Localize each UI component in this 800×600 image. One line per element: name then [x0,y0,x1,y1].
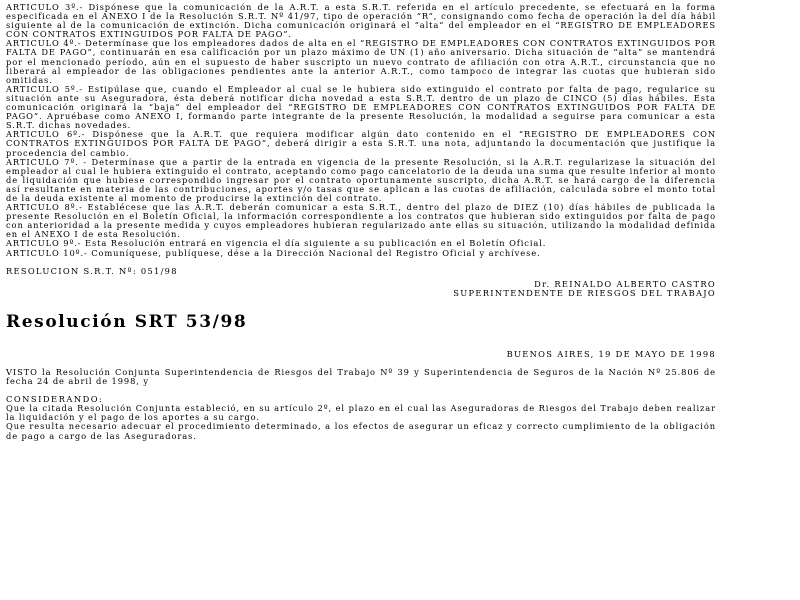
article-7: ARTICULO 7º. - Determínase que a partir de la entrada en vigencia de la presente Resolución, si la A.R.T. regularizase la situación del empleador al cual le hubiera extinguido el contrato, aceptando como pago cancelatorio de la deuda una suma que resulte inferior al monto de liquidación que hubiese correspondido ingresar por el contrato oportunamente suscripto, dicha A.R.T. se hará cargo de la diferencia así resultante en materia de las contribuciones, aportes y/o tasas que se aplican a las cuotas de afiliación, calculada sobre el monto total de la deuda existente al momento de producirse la extinción del contrato. [6,156,716,203]
article-8: ARTICULO 8º.- Establécese que las A.R.T. deberán comunicar a esta S.R.T., dentro del plazo de DIEZ (10) días hábiles de publicada la presente Resolución en el Boletín Oficial, la información correspondiente a los contratos que hubieran sido extinguidos por falta de pago con anterioridad a la presente medida y cuyos empleadores hubieran regularizado ante ellas su situación, utilizando la modalidad definida en el ANEXO I de esta Resolución. [6,202,716,240]
visto-paragraph: VISTO la Resolución Conjunta Superintendencia de Riesgos del Trabajo Nº 39 y Superintendencia de Seguros de la Nación Nº 25.806 de fecha 24 de abril de 1998, y [6,367,716,387]
resolution-reference: RESOLUCION S.R.T. Nº: 051/98 [6,265,178,276]
signature-name: Dr. REINALDO ALBERTO CASTRO [534,278,716,289]
article-10: ARTICULO 10º.- Comuníquese, publíquese, dése a la Dirección Nacional del Registro Oficial y archívese. [6,247,541,258]
date-line: BUENOS AIRES, 19 DE MAYO DE 1998 [506,348,716,359]
signature-title: SUPERINTENDENTE DE RIESGOS DEL TRABAJO [453,287,716,298]
article-6: ARTICULO 6º.- Dispónese que la A.R.T. que requiera modificar algún dato contenido en el “REGISTRO DE EMPLEADORES CON CONTRATOS EXTINGUIDOS POR FALTA DE PAGO”, deberá dirigir a esta S.R.T. una nota, adjuntando la documentación que justifique la procedencia del cambio. [6,129,716,158]
document-title: Resolución SRT 53/98 [6,311,248,332]
article-5: ARTICULO 5º.- Estipúlase que, cuando el Empleador al cual se le hubiera sido extinguido el contrato por falta de pago, regularice su situación ante su Aseguradora, ésta deberá notificar dicha novedad a esta S.R.T. dentro de un plazo de CINCO (5) días hábiles. Esta comunicación originará la “baja” del empleador del “REGISTRO DE EMPLEADORES CON CONTRATOS EXTINGUIDOS POR FALTA DE PAGO”. Apruébase como ANEXO I, formando parte integrante de la presente Resolución, la modalidad a seguirse para comunicar a esta S.R.T. dichas novedades. [6,83,716,131]
article-9: ARTICULO 9º.- Esta Resolución entrará en vigencia el día siguiente a su publicación en el Boletín Oficial. [6,238,547,249]
considerando-heading: CONSIDERANDO: [6,394,104,405]
document-page [6,3,716,441]
spacer [6,386,716,395]
article-3: ARTICULO 3º.- Dispónese que la comunicación de la A.R.T. a esta S.R.T. referida en el artículo precedente, se efectuará en la forma especificada en el ANEXO I de la Resolución S.R.T. Nº 41/97, tipo de operación “R”, consignando como fecha de operación la del día hábil siguiente al de la comunicación de extinción. Dicha comunicación originará el “alta” del empleador en el “REGISTRO DE EMPLEADORES CON CONTRATOS EXTINGUIDOS POR FALTA DE PAGO”. [6,2,716,40]
article-4: ARTICULO 4º.- Determínase que los empleadores dados de alta en el “REGISTRO DE EMPLEADORES CON CONTRATOS EXTINGUIDOS POR FALTA DE PAGO”, continuarán en esa calificación por un plazo máximo de UN (1) año aniversario. Dicha situación de “alta” se mantendrá por el mencionado período, aún en el supuesto de haber suscripto un nuevo contrato de afiliación con otra A.R.T., circunstancia que no liberará al empleador de las obligaciones pendientes ante la anterior A.R.T., como tampoco de integrar las cuotas que hubieran sido omitidas. [6,38,716,85]
considerando-paragraph: Que resulta necesario adecuar el procedimiento determinado, a los efectos de asegurar un eficaz y correcto cumplimiento de la obligación de pago a cargo de las Aseguradoras. [6,421,716,441]
considerando-paragraph: Que la citada Resolución Conjunta estableció, en su artículo 2º, el plazo en el cual las Aseguradoras de Riesgos del Trabajo deben realizar la liquidación y el pago de los aportes a su cargo. [6,403,716,423]
